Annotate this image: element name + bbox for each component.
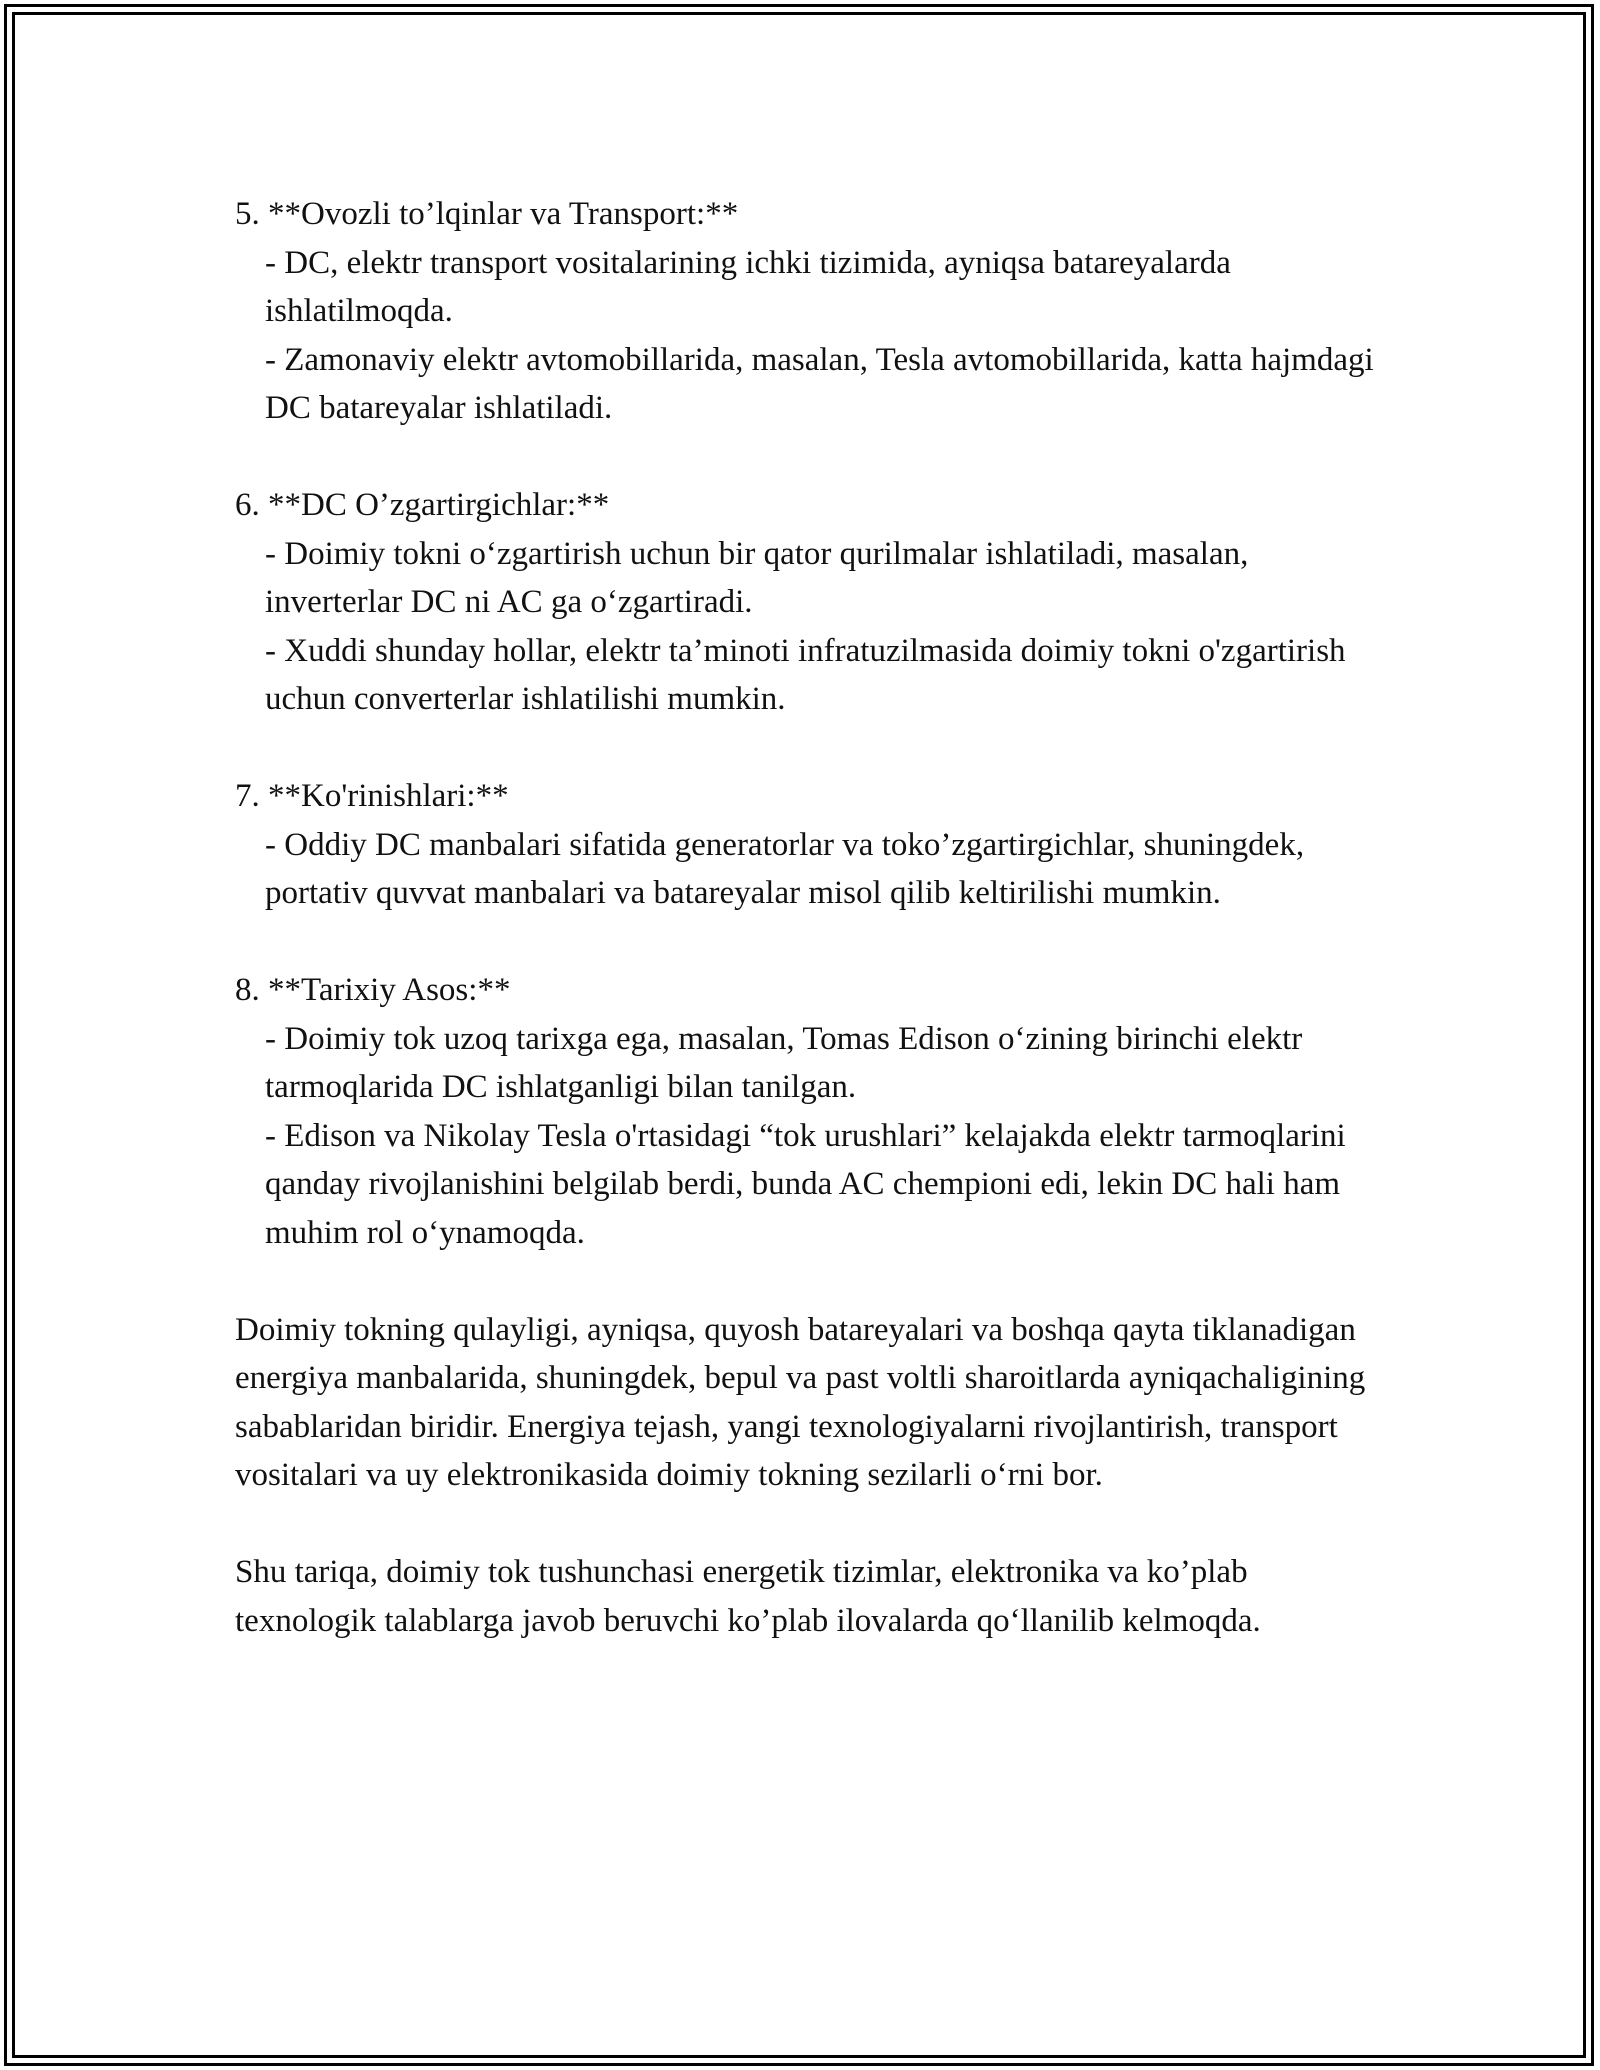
section-item: - Zamonaviy elektr avtomobillarida, masalan, Tesla avtomobillarida, katta hajmdagi DC batareyalar ishlatiladi. xyxy=(265,341,1382,426)
section-6 xyxy=(235,481,1385,724)
section-item: - DC, elektr transport vositalarining ichki tizimida, ayniqsa batareyalarda ishlatilmoqda. xyxy=(265,244,1240,329)
section-8 xyxy=(235,966,1385,1257)
section-item: - Xuddi shunday hollar, elektr ta’minoti infratuzilmasida doimiy tokni o'zgartirish uchun converterlar ishlatilishi mumkin. xyxy=(265,632,1354,717)
section-heading: 7. **Ko'rinishlari:** xyxy=(235,778,509,814)
section-7 xyxy=(235,772,1385,918)
section-item: - Doimiy tokni o‘zgartirish uchun bir qator qurilmalar ishlatiladi, masalan, inverterlar DC ni AC ga o‘zgartiradi. xyxy=(265,535,1257,620)
document-body xyxy=(235,190,1385,1694)
section-item: - Oddiy DC manbalari sifatida generatorlar va toko’zgartirgichlar, shuningdek, portativ quvvat manbalari va batareyalar misol qilib keltirilishi mumkin. xyxy=(265,826,1313,911)
summary-paragraph: Doimiy tokning qulayligi, ayniqsa, quyosh batareyalari va boshqa qayta tiklanadigan energiya manbalarida, shuningdek, bepul va past voltli sharoitlarda ayniqachaligining sabablaridan biridir. Energiya tejash, yangi texnologiyalarni rivojlantirish, transport vositalari va uy elektronikasida doimiy tokning sezilarli o‘rni bor. xyxy=(235,1311,1366,1493)
section-item: - Edison va Nikolay Tesla o'rtasidagi “tok urushlari” kelajakda elektr tarmoqlarini qanday rivojlanishini belgilab berdi, bunda AC chempioni edi, lekin DC hali ham muhim rol o‘ynamoqda. xyxy=(265,1117,1354,1251)
conclusion-paragraph: Shu tariqa, doimiy tok tushunchasi energetik tizimlar, elektronika va ko’plab texnologik talablarga javob beruvchi ko’plab ilovalarda qo‘llanilib kelmoqda. xyxy=(235,1554,1261,1639)
section-heading: 5. **Ovozli to’lqinlar va Transport:** xyxy=(235,196,739,232)
section-heading: 6. **DC O’zgartirgichlar:** xyxy=(235,487,610,523)
section-heading: 8. **Tarixiy Asos:** xyxy=(235,972,511,1008)
section-5 xyxy=(235,190,1385,433)
section-item: - Doimiy tok uzoq tarixga ega, masalan, Tomas Edison o‘zining birinchi elektr tarmoqlarida DC ishlatganligi bilan tanilgan. xyxy=(265,1020,1311,1105)
